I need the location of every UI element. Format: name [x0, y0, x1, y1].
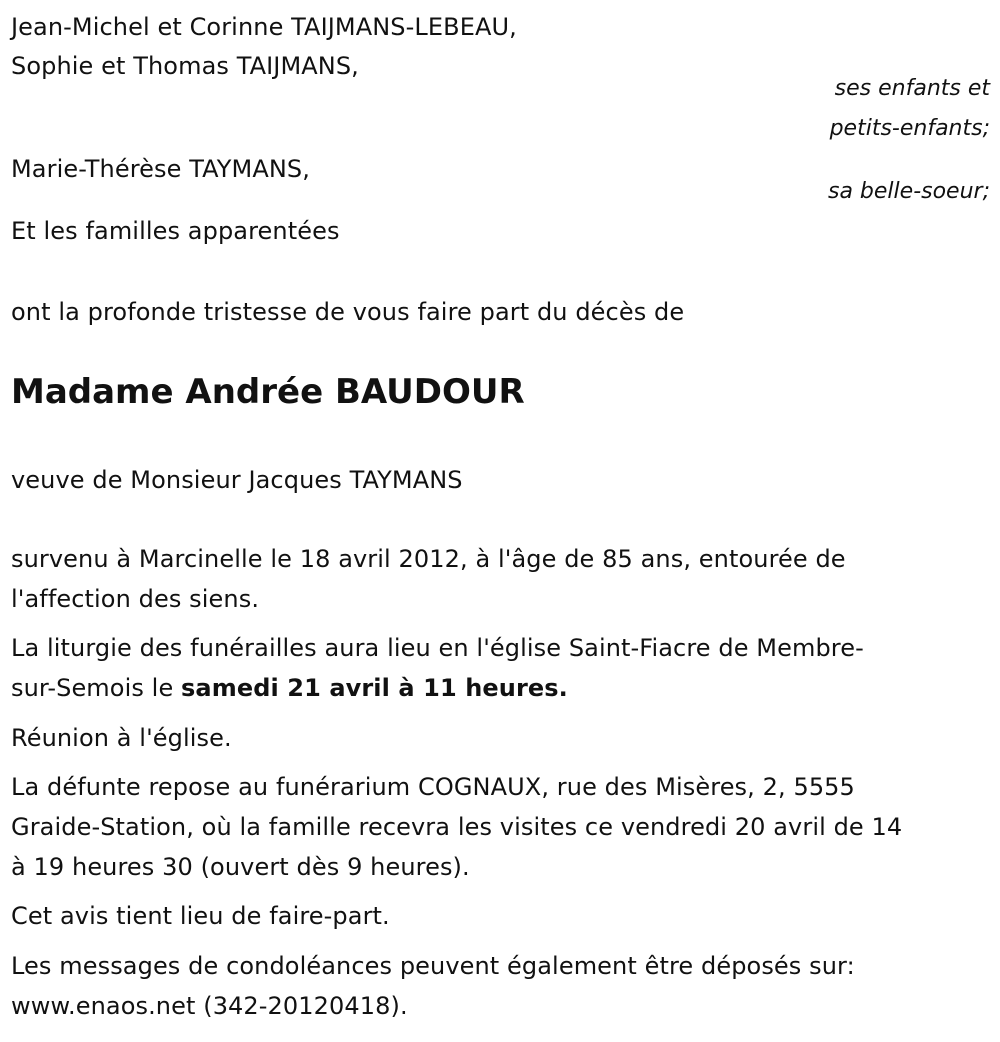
- liturgy-date-time: samedi 21 avril à 11 heures.: [181, 674, 568, 702]
- liturgy-line-1: La liturgie des funérailles aura lieu en l'église Saint-Fiacre de Membre-: [11, 634, 864, 662]
- relation-children-line-2: petits-enfants;: [829, 116, 990, 141]
- repose-line-1: La défunte repose au funérarium COGNAUX, rue des Misères, 2, 5555: [11, 773, 855, 801]
- death-details-line-2: l'affection des siens.: [11, 585, 260, 613]
- repose-line-3: à 19 heures 30 (ouvert dès 9 heures).: [11, 853, 470, 881]
- family-line-1: Jean-Michel et Corinne TAIJMANS-LEBEAU,: [11, 13, 517, 41]
- liturgy-line-2: [11, 673, 568, 703]
- condolences-line-2: www.enaos.net (342-20120418).: [11, 992, 408, 1020]
- deceased-name: Madame Andrée BAUDOUR: [11, 372, 525, 412]
- meeting-text: Réunion à l'église.: [11, 724, 232, 752]
- relation-sister-in-law: sa belle-soeur;: [828, 179, 990, 204]
- repose-line-2: Graide-Station, où la famille recevra les visites ce vendredi 20 avril de 14: [11, 813, 903, 841]
- condolences-line-1: Les messages de condoléances peuvent également être déposés sur:: [11, 952, 855, 980]
- relation-children-line-1: ses enfants et: [834, 76, 990, 101]
- family-line-2: Sophie et Thomas TAIJMANS,: [11, 52, 359, 80]
- family-line-3: Marie-Thérèse TAYMANS,: [11, 155, 310, 183]
- intro-text: ont la profonde tristesse de vous faire part du décès de: [11, 298, 685, 326]
- widow-of-text: veuve de Monsieur Jacques TAYMANS: [11, 466, 463, 494]
- notice-text: Cet avis tient lieu de faire-part.: [11, 902, 390, 930]
- family-line-4: Et les familles apparentées: [11, 217, 340, 245]
- liturgy-line-2-prefix: sur-Semois le: [11, 674, 182, 702]
- death-details-line-1: survenu à Marcinelle le 18 avril 2012, à l'âge de 85 ans, entourée de: [11, 545, 846, 573]
